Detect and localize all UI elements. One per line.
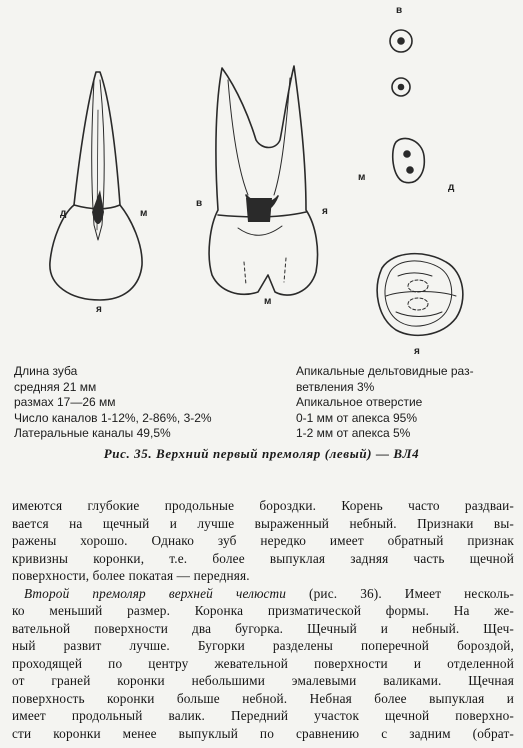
stat-line: 0-1 мм от апекса 95%: [296, 410, 418, 425]
left-tooth-drawing: [50, 72, 142, 300]
text-line: проходящей по центру жевательной поверхности и отделенной: [12, 655, 514, 671]
text-line: имеются глубокие продольные бороздки. Корень часто раздваи-: [12, 498, 514, 513]
body-text: [12, 497, 514, 742]
text-line: ный развит лучше. Бугорки разделены поперечной бороздой,: [12, 638, 514, 653]
text-line: ко меньший размер. Коронка призматической формы. На же-: [12, 603, 514, 618]
text-line: от граней коронки небольшими эмалевыми валиками. Щечная: [12, 673, 514, 688]
figure-caption: Рис. 35. Верхний первый премоляр (левый) — ВЛ4: [103, 446, 420, 461]
text-line: имеет продольный валик. Передний участок щечной поверхно-: [12, 708, 514, 723]
stat-line: Число каналов 1-12%, 2-86%, 3-2%: [14, 410, 212, 425]
stat-line: Апикальное отверстие: [296, 395, 423, 409]
text-line: вательной поверхности два бугорка. Щечный и небный. Щеч-: [12, 620, 514, 636]
text-line: вается на щечный и лучше выраженный небный. Признаки вы-: [12, 515, 514, 531]
label-mid-m: м: [264, 296, 272, 307]
text-line: сти коронки менее выпуклый по сравнению с задним (обрат-: [12, 725, 514, 741]
label-left-ya: я: [96, 304, 102, 315]
stat-line: размах 17—26 мм: [14, 395, 116, 409]
text-line: поверхности, более покатая — передняя.: [12, 568, 250, 583]
middle-tooth-drawing: [209, 66, 317, 295]
term-italic: Второй премоляр верхней челюсти: [24, 585, 287, 601]
root-cross-sections: [390, 30, 424, 183]
stat-line: Апикальные дельтовидные раз-: [296, 364, 474, 378]
stat-line: средняя 21 мм: [14, 379, 97, 394]
stats-right: [296, 364, 474, 442]
figure-35: [0, 0, 523, 360]
paragraph-2-first-line: [12, 585, 514, 603]
text-span: (рис. 36). Имеет несколь-: [286, 585, 514, 601]
stat-line: 1-2 мм от апекса 5%: [296, 426, 411, 440]
stat-line: Длина зуба: [14, 364, 78, 378]
label-right-m: м: [358, 172, 366, 183]
label-right-ya: я: [414, 346, 420, 357]
stat-line: Латеральные каналы 49,5%: [14, 426, 171, 440]
stats-left: [14, 364, 212, 442]
label-mid-ya: я: [322, 206, 328, 217]
stat-line: ветвления 3%: [296, 379, 375, 394]
label-left-d: д: [60, 208, 67, 219]
text-line: ражены хорошо. Однако зуб нередко имеет обратный признак: [12, 533, 514, 548]
premolar-illustration: [0, 0, 523, 360]
label-mid-v: в: [196, 198, 203, 209]
label-right-d: д: [448, 182, 455, 193]
label-right-v: в: [396, 5, 403, 16]
label-left-m: м: [140, 208, 148, 219]
occlusal-view-drawing: [377, 254, 463, 336]
text-line: поверхность коронки больше небной. Небная более выпуклая и: [12, 690, 514, 706]
text-line: кривизны коронки, т.е. более выпуклая задняя часть щечной: [12, 550, 514, 566]
